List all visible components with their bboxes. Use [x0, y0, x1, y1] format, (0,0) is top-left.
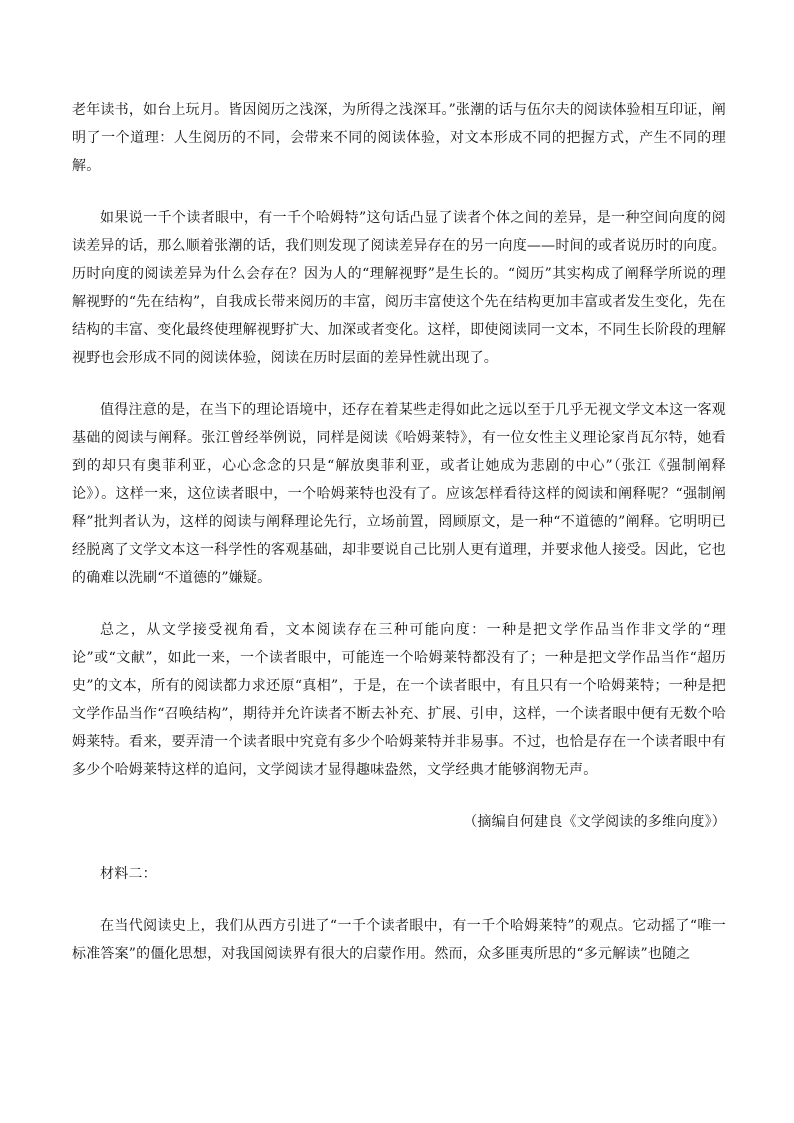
source-citation: （摘编自何建良《文学阅读的多维向度》）	[463, 814, 726, 830]
paragraph-2: 如果说一千个读者眼中，有一千个哈姆特”这句话凸显了读者个体之间的差异，是一种空间向度的阅读差异的话，那么顺着张潮的话，我们则发现了阅读差异存在的另一向度——时间的或者说历时的向度。历时向度的阅读差异为什么会存在？因为人的“理解视野”是生长的。“阅历”其实构成了阐释学所说的理解视野的“先在结构”，自我成长带来阅历的丰富，阅历丰富使这个先在结构更加丰富或者发生变化，先在结构的丰富、变化最终使理解视野扩大、加深或者变化。这样，即使阅读同一文本，不同生长阶段的理解视野也会形成不同的阅读体验，阅读在历时层面的差异性就出现了。	[72, 210, 726, 366]
paragraph-4: 总之，从文学接受视角看，文本阅读存在三种可能向度：一种是把文学作品当作非文学的“理论”或“文献”，如此一来，一个读者眼中，可能连一个哈姆莱特都没有了；一种是把文学作品当作“超历史”的文本，所有的阅读都力求还原“真相”，于是，在一个读者眼中，有且只有一个哈姆莱特；一种是把文学作品当作“召唤结构”，期待并允许读者不断去补充、扩展、引申，这样，一个读者眼中便有无数个哈姆莱特。看来，要弄清一个读者眼中究竟有多少个哈姆莱特并非易事。不过，也恰是存在一个读者眼中有多少个哈姆莱特这样的追问，文学阅读才显得趣味盎然，文学经典才能够润物无声。	[72, 622, 726, 778]
paragraph-3: 值得注意的是，在当下的理论语境中，还存在着某些走得如此之远以至于几乎无视文学文本这一客观基础的阅读与阐释。张江曾经举例说，同样是阅读《哈姆莱特》，有一位女性主义理论家肖瓦尔特，她看到的却只有奥菲利亚，心心念念的只是“解放奥菲利亚，或者让她成为悲剧的中心”（张江《强制阐释论》）。这样一来，这位读者眼中，一个哈姆莱特也没有了。应该怎样看待这样的阅读和阐释呢？“强制阐释”批判者认为，这样的阅读与阐释理论先行，立场前置，罔顾原文，是一种“不道德的”阐释。它明明已经脱离了文学文本这一科学性的客观基础，却非要说自己比别人更有道理，并要求他人接受。因此，它也的确难以洗刷“不道德的”嫌疑。	[72, 402, 726, 586]
paragraph-1: 老年读书，如台上玩月。皆因阅历之浅深，为所得之浅深耳。”张潮的话与伍尔夫的阅读体验相互印证，阐明了一个道理：人生阅历的不同，会带来不同的阅读体验，对文本形成不同的把握方式，产生不同的理解。	[72, 102, 726, 174]
document-body	[72, 96, 726, 992]
material-two-label: 材料二：	[100, 866, 157, 882]
material-two-paragraph: 在当代阅读史上，我们从西方引进了“一千个读者眼中，有一千个哈姆莱特”的观点。它动摇了“唯一标准答案”的僵化思想，对我国阅读界有很大的启蒙作用。然而，众多匪夷所思的“多元解读”也随之	[72, 918, 726, 962]
